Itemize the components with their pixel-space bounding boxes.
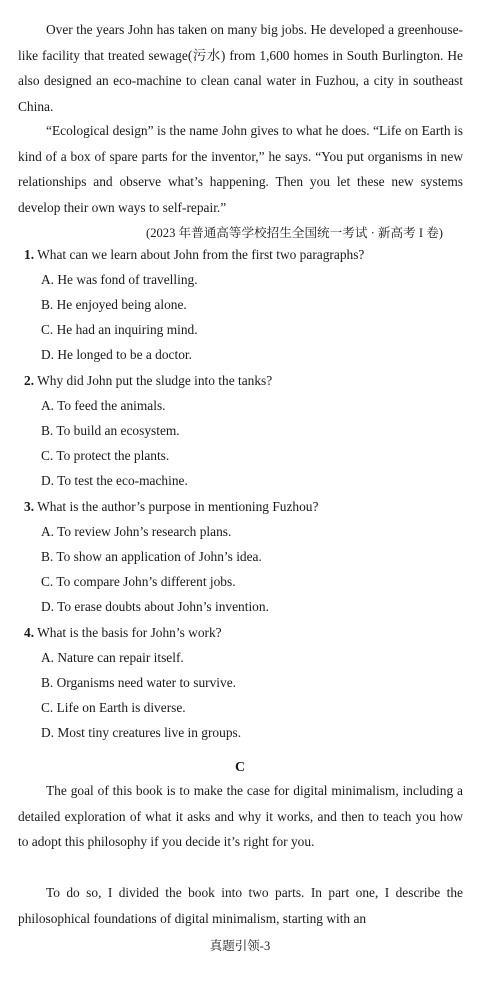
q2-option-c: C. To protect the plants.	[41, 448, 170, 463]
question-number: 3.	[24, 499, 35, 514]
passage-c-paragraph-1: The goal of this book is to make the case for digital minimalism, including a detailed exploration of what it asks and why it works, and then to teach you how to adopt this philosophy if you decide it’s right for you.	[18, 783, 463, 849]
q3-option-d: D. To erase doubts about John’s invention.	[41, 599, 269, 614]
q3-option-c: C. To compare John’s different jobs.	[41, 574, 236, 589]
question-number: 4.	[24, 625, 35, 640]
q4-option-a: A. Nature can repair itself.	[41, 650, 184, 665]
question-1	[24, 245, 464, 265]
question-number: 1.	[24, 247, 35, 262]
q2-option-a: A. To feed the animals.	[41, 398, 166, 413]
q3-option-b: B. To show an application of John’s idea.	[41, 549, 262, 564]
q4-option-d: D. Most tiny creatures live in groups.	[41, 725, 242, 740]
q1-option-a: A. He was fond of travelling.	[41, 272, 198, 287]
passage-b-paragraph-1: Over the years John has taken on many big jobs. He developed a greenhouse-like facility that treated sewage(污水) from 1,600 homes in South Burlington. He also designed an eco-machine to clean canal water in Fuzhou, a city in southeast China.	[18, 22, 463, 114]
q2-option-d: D. To test the eco-machine.	[41, 473, 188, 488]
q2-option-b: B. To build an ecosystem.	[41, 423, 180, 438]
question-number: 2.	[24, 373, 35, 388]
q1-option-c: C. He had an inquiring mind.	[41, 322, 198, 337]
question-3	[24, 497, 464, 517]
passage-c-paragraph-2: To do so, I divided the book into two parts. In part one, I describe the philosophical foundations of digital minimalism, starting with an	[18, 885, 463, 926]
q1-option-b: B. He enjoyed being alone.	[41, 297, 187, 312]
q3-option-a: A. To review John’s research plans.	[41, 524, 232, 539]
question-4	[24, 623, 464, 643]
page-footer: 真题引领-3	[209, 939, 271, 953]
q1-option-d: D. He longed to be a doctor.	[41, 347, 192, 362]
section-heading-c: C	[234, 760, 246, 775]
question-text: Why did John put the sludge into the tanks?	[37, 373, 273, 388]
source-citation: (2023 年普通高等学校招生全国统一考试 · 新高考 I 卷)	[146, 226, 443, 240]
question-text: What can we learn about John from the first two paragraphs?	[37, 247, 365, 262]
q4-option-b: B. Organisms need water to survive.	[41, 675, 236, 690]
question-text: What is the author’s purpose in mentioning Fuzhou?	[37, 499, 319, 514]
question-2	[24, 371, 464, 391]
q4-option-c: C. Life on Earth is diverse.	[41, 700, 186, 715]
passage-b-paragraph-2: “Ecological design” is the name John gives to what he does. “Life on Earth is kind of a box of spare parts for the inventor,” he says. “You put organisms in new relationships and observe what’s happening. Then you let these new systems develop their own ways to self-repair.”	[18, 123, 463, 215]
question-text: What is the basis for John’s work?	[37, 625, 222, 640]
